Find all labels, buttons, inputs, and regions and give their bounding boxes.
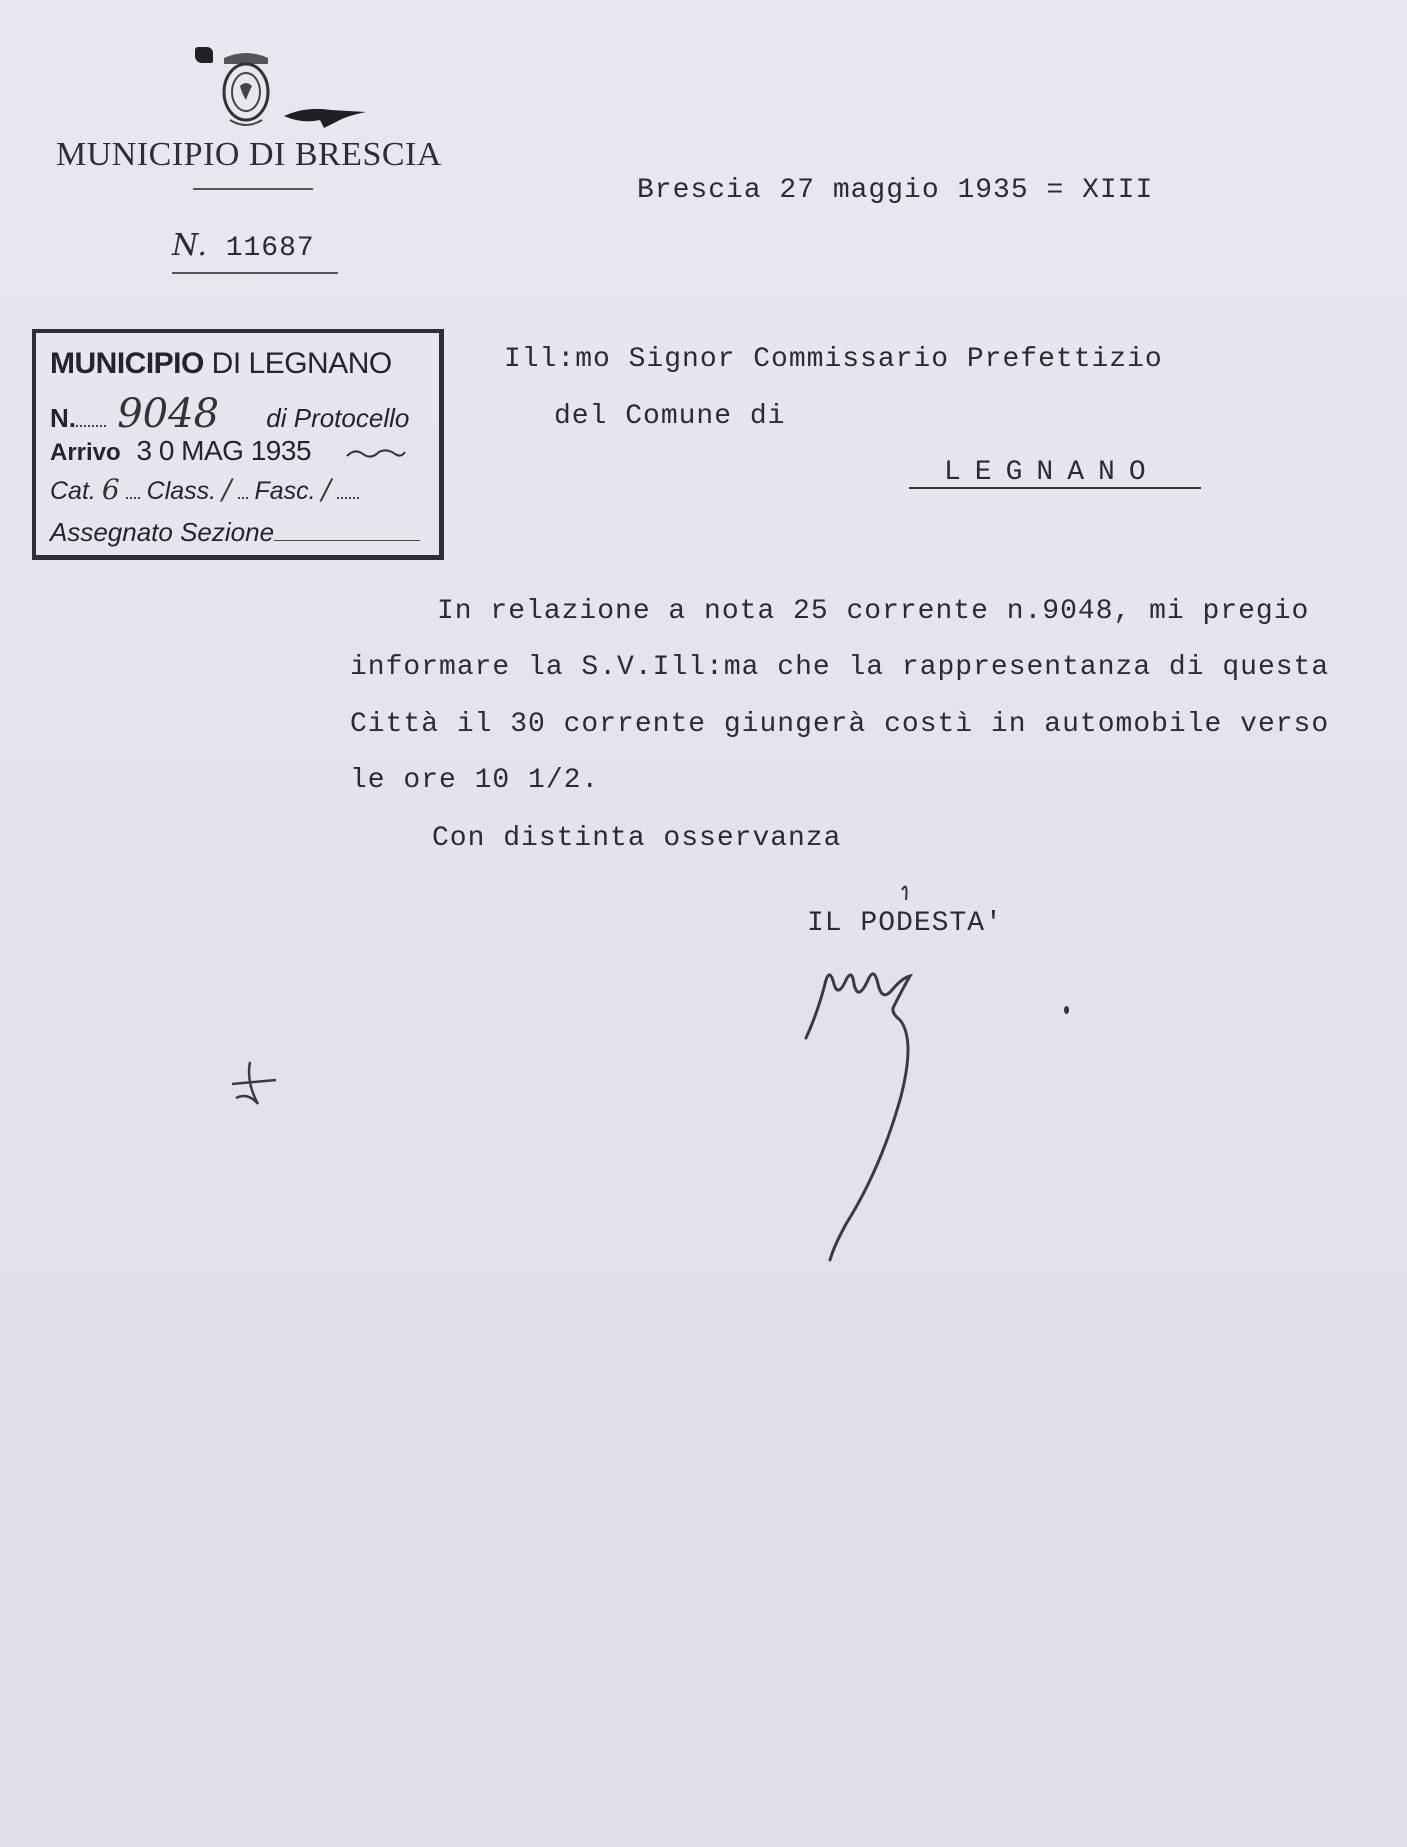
stamp-title-bold: MUNICIPIO — [50, 347, 204, 380]
body-line-4: le ore 10 1/2. — [350, 765, 600, 796]
stamp-class-label: Class. — [146, 477, 217, 505]
protocol-label: N. — [172, 228, 208, 263]
pencil-mark-icon — [228, 1058, 280, 1108]
blank-line — [274, 539, 420, 541]
divider — [172, 272, 338, 274]
stamp-category-row — [50, 473, 359, 506]
stamp-class-value: / — [222, 473, 232, 506]
recipient-city: LEGNANO — [944, 457, 1160, 488]
stamp-cat-label: Cat. — [50, 477, 96, 505]
stamp-fasc-label: Fasc. — [254, 477, 316, 505]
dotted-line — [337, 496, 359, 499]
handwritten-signature-icon — [790, 880, 990, 1290]
dotted-line — [126, 496, 140, 499]
body-line-1: In relazione a nota 25 corrente n.9048, mi pregio — [437, 596, 1310, 627]
divider — [909, 487, 1201, 489]
handwritten-mark-icon — [345, 446, 407, 460]
stamp-arrival-row — [50, 435, 407, 467]
issuer-title: MUNICIPIO DI BRESCIA — [56, 136, 442, 173]
receipt-stamp — [32, 329, 444, 560]
recipient-line-1: Ill:mo Signor Commissario Prefettizio — [504, 344, 1163, 375]
divider — [193, 188, 313, 190]
date-line: Brescia 27 maggio 1935 = XIII — [637, 175, 1154, 206]
body-line-2: informare la S.V.Ill:ma che la rappresentanza di questa — [350, 652, 1330, 683]
stamp-title-rest: DI LEGNANO — [203, 347, 392, 380]
protocol-value: 11687 — [225, 233, 315, 264]
protocol-number — [172, 228, 315, 264]
closing-line: Con distinta osservanza — [432, 823, 842, 854]
stamp-section-row — [50, 517, 420, 548]
dotted-line — [238, 496, 248, 499]
stamp-title — [50, 347, 392, 381]
signatory-title: IL PODESTA' — [807, 908, 1003, 939]
stamp-n-label: N. — [50, 403, 76, 433]
stamp-arrivo-label: Arrivo — [50, 439, 121, 466]
stamp-n-value: 9048 — [117, 391, 220, 437]
stamp-arrivo-date: 3 0 MAG 1935 — [136, 435, 312, 466]
stamp-fasc-value: / — [321, 473, 332, 506]
dotted-line — [76, 424, 106, 427]
ink-dot — [1064, 1006, 1069, 1014]
stamp-cat-value: 6 — [101, 473, 120, 506]
stamp-protocollo: di Protocello — [266, 403, 410, 433]
body-line-3: Città il 30 corrente giungerà costì in automobile verso — [350, 709, 1330, 740]
coat-of-arms-icon — [196, 44, 366, 136]
recipient-line-2: del Comune di — [554, 401, 786, 432]
stamp-sezione-label: Assegnato Sezione — [50, 517, 275, 547]
stamp-protocol-row — [50, 391, 409, 437]
